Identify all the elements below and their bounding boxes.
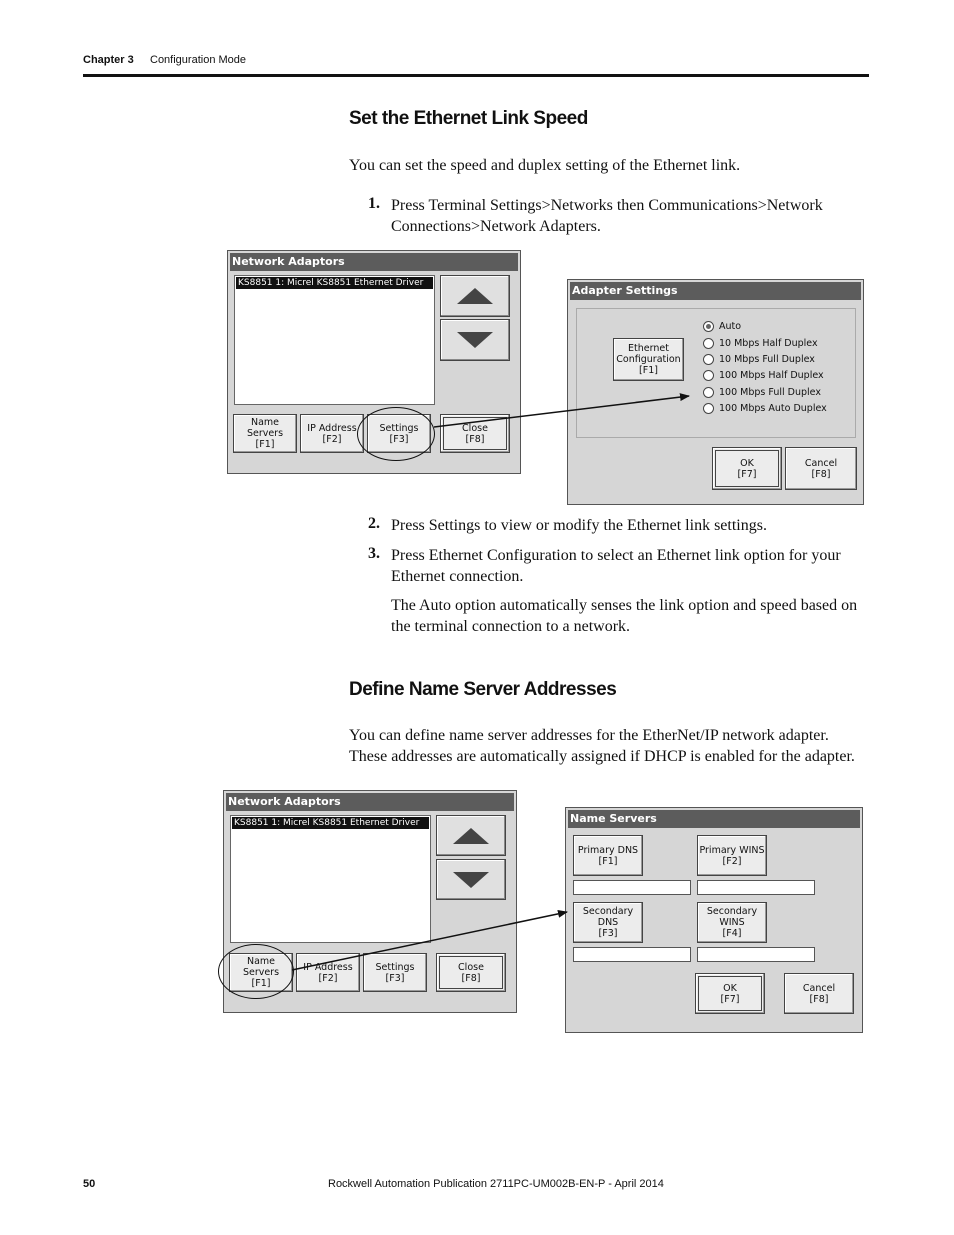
window-title: Name Servers	[568, 810, 860, 828]
ok-button[interactable]: OK [F7]	[712, 447, 782, 490]
radio-option[interactable]: 100 Mbps Full Duplex	[703, 387, 821, 398]
chapter-label: Chapter 3	[83, 54, 134, 66]
step-number: 1.	[368, 195, 380, 212]
section-title-link-speed: Set the Ethernet Link Speed	[349, 108, 588, 129]
primary-wins-button[interactable]: Primary WINS [F2]	[697, 835, 767, 876]
intro-link-speed: You can set the speed and duplex setting of the Ethernet link.	[349, 157, 741, 174]
radio-option[interactable]: 10 Mbps Full Duplex	[703, 354, 815, 365]
ok-button[interactable]: OK [F7]	[695, 973, 765, 1014]
name-servers-button[interactable]: Name Servers [F1]	[233, 414, 297, 453]
page-number: 50	[83, 1178, 96, 1190]
window-title: Network Adaptors	[226, 793, 514, 811]
list-item[interactable]: KS8851 1: Micrel KS8851 Ethernet Driver	[236, 277, 433, 289]
step-text: Press Settings to view or modify the Ethernet link settings.	[391, 517, 767, 534]
close-button[interactable]: Close [F8]	[436, 953, 506, 992]
publication-info: Rockwell Automation Publication 2711PC-UM002B-EN-P - April 2014	[328, 1178, 664, 1190]
secondary-wins-button[interactable]: Secondary WINS [F4]	[697, 902, 767, 943]
window-title: Adapter Settings	[570, 282, 861, 300]
radio-option[interactable]: 100 Mbps Half Duplex	[703, 370, 824, 381]
cancel-button[interactable]: Cancel [F8]	[784, 973, 854, 1014]
name-servers-button[interactable]: Name Servers [F1]	[229, 953, 293, 992]
section-title-name-servers: Define Name Server Addresses	[349, 679, 617, 700]
list-item[interactable]: KS8851 1: Micrel KS8851 Ethernet Driver	[232, 817, 429, 829]
ethernet-configuration-button[interactable]: Ethernet Configuration [F1]	[613, 338, 684, 381]
step-number: 2.	[368, 515, 380, 532]
step-text: Press Terminal Settings>Networks then Communications>Network Connections>Network Adapters.	[391, 197, 823, 235]
step-number: 3.	[368, 545, 380, 562]
step-text: Press Ethernet Configuration to select an Ethernet link option for your Ethernet connection.	[391, 547, 841, 585]
radio-option[interactable]: Auto	[703, 321, 741, 332]
intro-name-servers: You can define name server addresses for the EtherNet/IP network adapter. These addresses are automatically assigned if DHCP is enabled for the adapter.	[349, 727, 855, 765]
section-label: Configuration Mode	[150, 54, 247, 66]
settings-button[interactable]: Settings [F3]	[367, 414, 431, 453]
ip-address-button[interactable]: Address [F2]	[296, 953, 360, 992]
radio-option[interactable]: 10 Mbps Half Duplex	[703, 338, 818, 349]
ip-address-button[interactable]: IP Address [F2]	[300, 414, 364, 453]
primary-dns-button[interactable]: Primary DNS [F1]	[573, 835, 643, 876]
close-button[interactable]: Close [F8]	[440, 414, 510, 453]
callout-arrow-settings	[434, 396, 689, 427]
window-title: Network Adaptors	[230, 253, 518, 271]
secondary-dns-button[interactable]: Secondary DNS [F3]	[573, 902, 643, 943]
callout-arrow-name-servers	[292, 912, 567, 970]
settings-button[interactable]: Settings [F3]	[363, 953, 427, 992]
radio-option[interactable]: 100 Mbps Auto Duplex	[703, 403, 827, 414]
cancel-button[interactable]: Cancel [F8]	[785, 447, 857, 490]
auto-option-note: The Auto option automatically senses the link option and speed based on the terminal connection to a network.	[391, 597, 858, 635]
